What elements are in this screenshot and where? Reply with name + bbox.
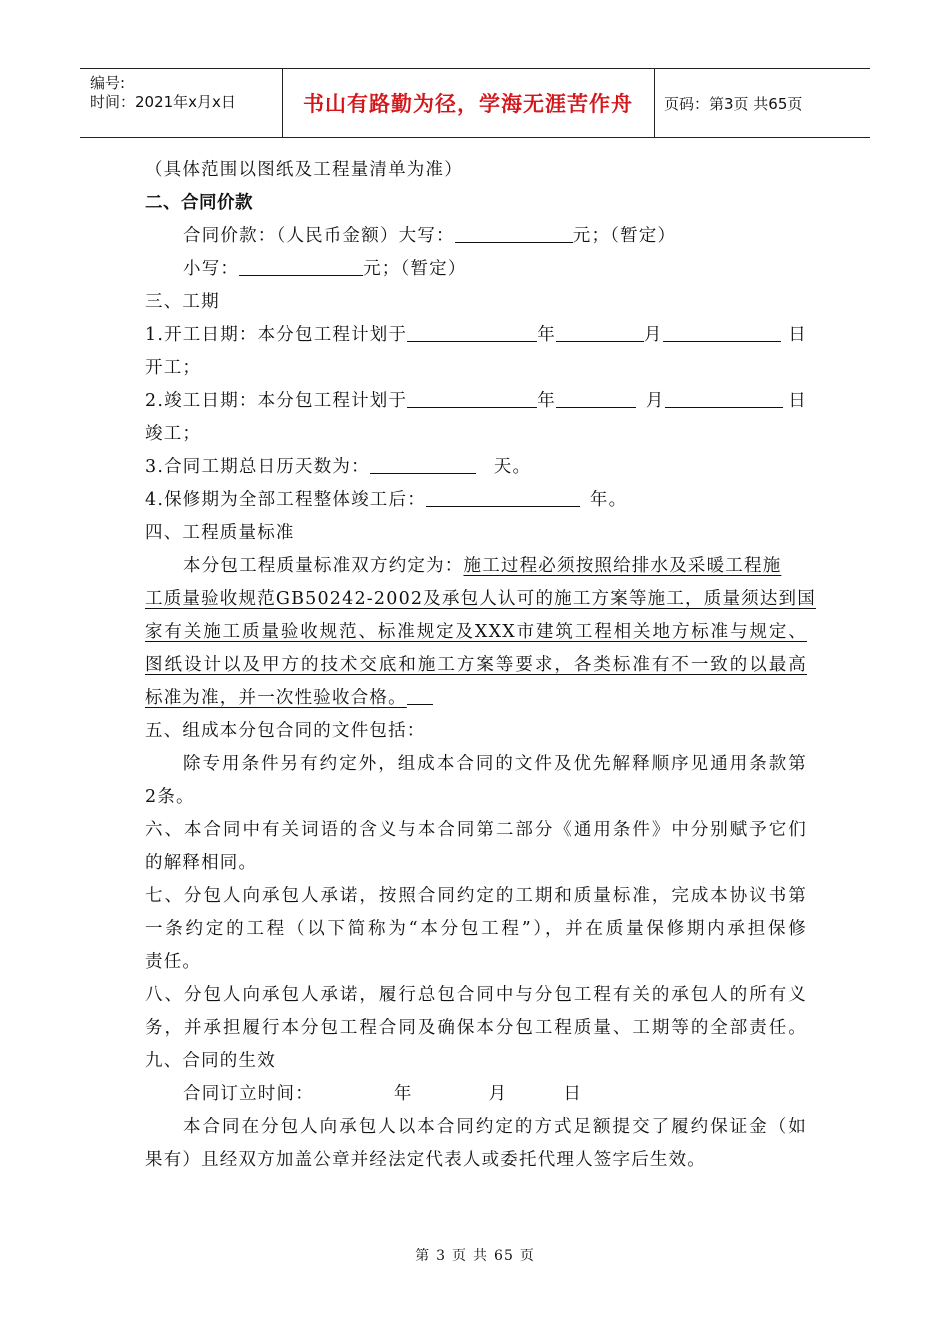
price-lowercase-blank[interactable] [239, 257, 363, 276]
footer-page-number: 3 [436, 1248, 447, 1264]
quality-standard-text: 施工过程必须按照给排水及采暖工程施 [463, 556, 782, 576]
day-label: 日 [788, 391, 807, 411]
section-4-heading: 四、工程质量标准 [145, 523, 295, 543]
section-5-heading: 五、组成本分包合同的文件包括： [145, 721, 426, 741]
signing-day-label: 日 [563, 1084, 583, 1104]
section-7-line-3: 责任。 [145, 952, 202, 972]
completion-year-blank[interactable] [407, 389, 537, 408]
start-date-line [145, 323, 807, 347]
warranty-line [145, 488, 807, 512]
price-lowercase-suffix: 元；（暂定） [363, 259, 467, 279]
quality-standard-line-5 [145, 686, 807, 710]
completion-date-line [145, 389, 807, 413]
signing-date-label: 合同订立时间： [183, 1084, 314, 1104]
start-year-blank[interactable] [407, 323, 537, 342]
day-label: 日 [788, 325, 807, 345]
scope-note: （具体范围以图纸及工程量清单为准） [145, 160, 463, 180]
year-label: 年 [537, 325, 556, 345]
price-uppercase-suffix: 元；（暂定） [572, 226, 677, 246]
quality-standard-line-3: 家有关施工质量验收规范、标准规定及XXX市建筑工程相关地方标准与规定、 [145, 622, 807, 642]
footer-di: 第 [415, 1248, 431, 1264]
warranty-suffix: 年。 [589, 490, 628, 510]
section-5-body-2: 2条。 [145, 787, 195, 807]
header-motto: 书山有路勤为径，学海无涯苦作舟 [303, 92, 633, 116]
section-9-heading: 九、合同的生效 [145, 1051, 276, 1071]
header-motto-cell [282, 69, 655, 137]
section-7-line-1: 七、分包人向承包人承诺，按照合同约定的工期和质量标准，完成本协议书第 [145, 886, 807, 906]
warranty-blank[interactable] [426, 488, 580, 507]
footer-ye: 页 [452, 1248, 468, 1264]
quality-standard-label: 本分包工程质量标准双方约定为： [183, 556, 464, 576]
quality-standard-tail [407, 686, 433, 705]
total-days-suffix: 天。 [493, 457, 532, 477]
contract-price-uppercase-line [183, 224, 807, 248]
section-6-line-1: 六、本合同中有关词语的含义与本合同第二部分《通用条件》中分别赋予它们 [145, 820, 807, 840]
document-number-label: 编号: [90, 74, 126, 92]
contract-price-lowercase-line [183, 257, 807, 281]
section-8-line-1: 八、分包人向承包人承诺，履行总包合同中与分包工程有关的承包人的所有义 [145, 985, 807, 1005]
total-days-line [145, 455, 807, 479]
start-date-label: 1.开工日期：本分包工程计划于 [145, 325, 408, 345]
page-header [80, 68, 870, 138]
signing-date-line [183, 1082, 807, 1106]
section-8-line-2: 务，并承担履行本分包工程合同及确保本分包工程质量、工期等的全部责任。 [145, 1018, 807, 1038]
section-6-line-2: 的解释相同。 [145, 853, 258, 873]
completion-date-line-cont: 竣工； [145, 424, 202, 444]
completion-day-blank[interactable] [665, 389, 783, 408]
document-time-label: 时间：2021年x月x日 [90, 93, 236, 111]
quality-standard-line-4: 图纸设计以及甲方的技术交底和施工方案等要求，各类标准有不一致的以最高 [145, 655, 807, 675]
month-label: 月 [643, 325, 663, 345]
year-label: 年 [537, 391, 556, 411]
completion-month-blank[interactable] [556, 389, 636, 408]
quality-standard-end: 标准为准，并一次性验收合格。 [145, 688, 407, 708]
section-3-heading: 三、工期 [145, 292, 220, 312]
start-date-line-cont: 开工； [145, 358, 202, 378]
header-page-label: 页码：第3页 共65页 [664, 94, 803, 113]
price-lowercase-label: 小写： [183, 259, 240, 279]
header-meta [80, 69, 283, 137]
warranty-label: 4.保修期为全部工程整体竣工后： [145, 490, 426, 510]
footer-ye-2: 页 [519, 1248, 535, 1264]
footer-gong: 共 [473, 1248, 489, 1264]
price-uppercase-label: 合同价款：（人民币金额）大写： [183, 226, 455, 246]
quality-standard-line-1 [183, 554, 807, 578]
signing-month-label: 月 [488, 1084, 508, 1104]
month-label: 月 [645, 391, 665, 411]
quality-standard-line-2: 工质量验收规范GB50242-2002及承包人认可的施工方案等施工，质量须达到国 [145, 589, 816, 609]
footer-total-pages: 65 [494, 1248, 514, 1264]
total-days-label: 3.合同工期总日历天数为： [145, 457, 370, 477]
price-uppercase-blank[interactable] [455, 224, 573, 243]
start-day-blank[interactable] [663, 323, 781, 342]
signing-year-label: 年 [393, 1084, 413, 1104]
total-days-blank[interactable] [370, 455, 476, 474]
page-footer [0, 1245, 950, 1265]
section-7-line-2: 一条约定的工程（以下简称为“本分包工程”），并在质量保修期内承担保修 [145, 919, 807, 939]
section-5-body-1: 除专用条件另有约定外，组成本合同的文件及优先解释顺序见通用条款第 [183, 754, 807, 774]
start-month-blank[interactable] [556, 323, 644, 342]
effectiveness-line-2: 果有）且经双方加盖公章并经法定代表人或委托代理人签字后生效。 [145, 1150, 706, 1170]
completion-date-label: 2.竣工日期：本分包工程计划于 [145, 391, 408, 411]
section-2-heading: 二、合同价款 [145, 193, 253, 213]
effectiveness-line-1: 本合同在分包人向承包人以本合同约定的方式足额提交了履约保证金（如 [183, 1117, 807, 1137]
